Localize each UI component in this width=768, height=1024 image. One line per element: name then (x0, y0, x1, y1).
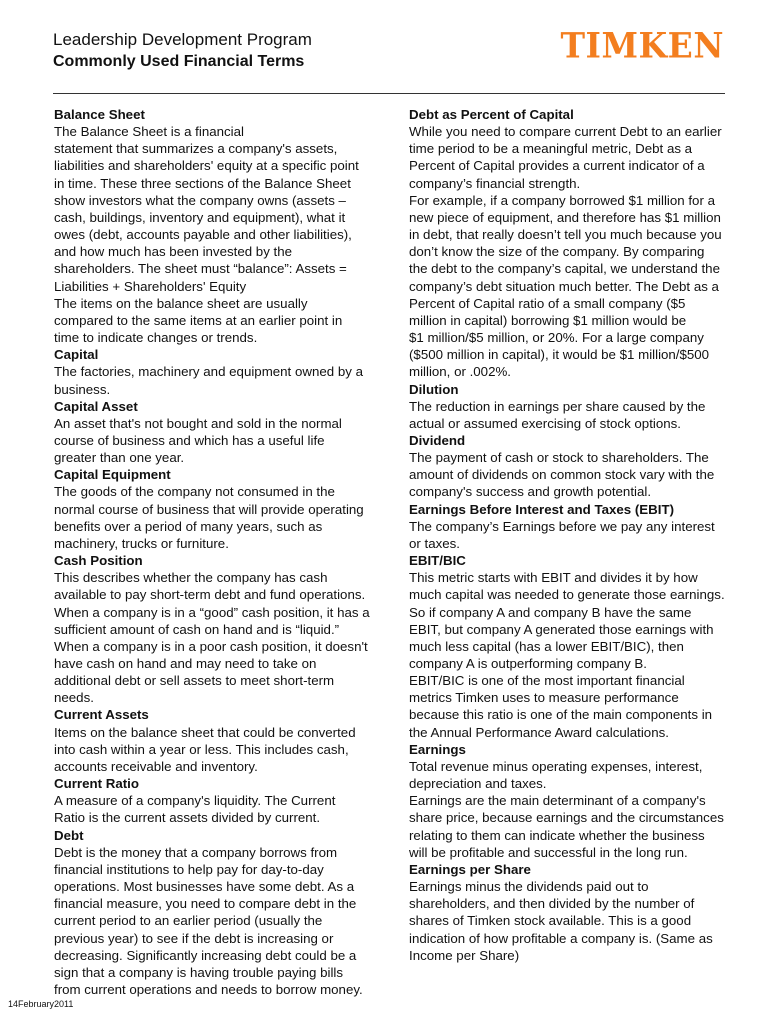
definition-line: operations. Most businesses have some debt. As a (54, 879, 355, 895)
definition-line: into cash within a year or less. This includes cash, (54, 741, 349, 757)
definition-line: current period to an earlier period (usually the (54, 913, 323, 929)
definition-line: company A is outperforming company B. (409, 656, 647, 671)
definition-line: will be profitable and successful in the long run. (409, 844, 688, 860)
definition-line: When a company is in a “good” cash position, it has a (54, 604, 370, 620)
definition-line: amount of dividends on common stock vary with the (409, 467, 715, 483)
term-earnings-per-share (409, 861, 739, 964)
definition-line: The factories, machinery and equipment owned by a (54, 364, 363, 380)
definition-line: or taxes. (409, 535, 460, 551)
term-heading: Capital Equipment (54, 467, 171, 483)
definition-line: normal course of business that will provide operating (54, 501, 364, 517)
definition-line: The payment of cash or stock to shareholders. The (409, 450, 709, 466)
definition-line: Liabilities + Shareholders' Equity (54, 278, 247, 294)
term-heading: Current Ratio (54, 776, 139, 792)
definition-line: The items on the balance sheet are usually (54, 295, 308, 311)
definition-line: greater than one year. (54, 450, 185, 466)
definition-line: decreasing. Significantly increasing debt could be a (54, 947, 357, 963)
definition-line: machinery, trucks or furniture. (54, 535, 229, 551)
definition-line: This describes whether the company has cash (54, 570, 328, 586)
term-definition (54, 724, 386, 775)
definition-line: much capital was needed to generate those earnings. (409, 587, 725, 603)
definition-line: needs. (54, 690, 94, 706)
right-column (409, 106, 739, 964)
term-definition (409, 192, 739, 381)
definition-line: shares of Timken stock available. This is a good (409, 913, 692, 929)
term-definition (409, 398, 739, 432)
term-definition (54, 123, 386, 295)
term-ebit-bic (409, 552, 739, 741)
term-definition (409, 792, 739, 861)
term-definition (54, 483, 386, 552)
definition-line: the debt to the company’s capital, we understand the (409, 261, 720, 277)
term-capital (54, 346, 386, 397)
definition-line: company’s debt situation much better. The Debt as a (409, 278, 719, 294)
definition-line: shareholders. The sheet must “balance”: Assets = (54, 261, 347, 277)
definition-line: compared to the same items at an earlier point in (54, 312, 343, 328)
definition-line: liabilities and shareholders' equity at a specific point (54, 158, 359, 174)
definition-line: additional debt or sell assets to meet short-term (54, 673, 335, 689)
definition-line: million, or .002%. (409, 364, 511, 380)
definition-line: When a company is in a poor cash position, it doesn't (54, 638, 368, 654)
definition-line: This metric starts with EBIT and divides it by how (409, 570, 698, 586)
definition-line: sufficient amount of cash on hand and is “liquid.” (54, 621, 340, 637)
definition-line: The Balance Sheet is a financial (54, 124, 244, 140)
term-definition (409, 449, 739, 500)
definition-line: Total revenue minus operating expenses, interest, (409, 758, 703, 774)
timken-logo: TIMKEN (560, 25, 724, 66)
term-definition (409, 123, 739, 192)
definition-line: and how much has been invested by the (54, 244, 293, 260)
definition-line: The reduction in earnings per share caused by the (409, 398, 706, 414)
definition-line: Ratio is the current assets divided by current. (54, 810, 321, 826)
term-capital-asset (54, 398, 386, 467)
definition-line: cash, buildings, inventory and equipment), what it (54, 209, 346, 225)
term-definition (409, 672, 739, 741)
term-cash-position (54, 552, 386, 706)
term-debt (54, 827, 386, 999)
definition-line: ($500 million in capital), it would be $1 million/$500 (409, 347, 710, 363)
definition-line: much less capital (has a lower EBIT/BIC), then (409, 638, 684, 654)
program-title: Leadership Development Program (53, 30, 312, 49)
term-earnings-before-interest-and-taxes-ebit (409, 501, 739, 552)
definition-line: indication of how profitable a company is. (Same as (409, 930, 713, 946)
definition-line: relating to them can indicate whether the business (409, 827, 705, 843)
definition-line: available to pay short-term debt and fund operations. (54, 587, 366, 603)
term-definition (409, 758, 739, 792)
left-column (54, 106, 386, 998)
term-heading: Cash Position (54, 553, 143, 569)
term-heading: Debt as Percent of Capital (409, 107, 574, 122)
definition-line: in debt, that really doesn’t tell you much because you (409, 227, 722, 243)
definition-line: depreciation and taxes. (409, 776, 547, 792)
definition-line: benefits over a period of many years, such as (54, 518, 323, 534)
definition-line: previous year) to see if the debt is increasing or (54, 930, 334, 946)
definition-line: owes (debt, accounts payable and other liabilities), (54, 227, 352, 243)
definition-line: don’t know the size of the company. By comparing (409, 244, 705, 260)
definition-line: Earnings minus the dividends paid out to (409, 879, 649, 895)
term-heading: Capital (54, 347, 99, 363)
definition-line: time period to be a meaningful metric, Debt as a (409, 141, 693, 157)
footer-date: 14February2011 (8, 999, 74, 1009)
definition-line: So if company A and company B have the same (409, 604, 692, 620)
definition-line: An asset that's not bought and sold in the normal (54, 415, 342, 431)
definition-line: EBIT/BIC is one of the most important financial (409, 673, 685, 689)
definition-line: financial measure, you need to compare debt in the (54, 896, 357, 912)
definition-line: million in capital) borrowing $1 million would be (409, 312, 687, 328)
definition-line: share price, because earnings and the circumstances (409, 810, 724, 826)
definition-line: financial institutions to help pay for day-to-day (54, 861, 324, 877)
definition-line: sign that a company is having trouble paying bills (54, 964, 344, 980)
definition-line: actual or assumed exercising of stock options. (409, 415, 681, 431)
term-definition (409, 518, 739, 552)
term-heading: Balance Sheet (54, 107, 145, 122)
term-dividend (409, 432, 739, 501)
definition-line: Income per Share) (409, 947, 520, 963)
term-heading: Dividend (409, 432, 466, 448)
header-divider (53, 93, 725, 94)
definition-line: in time. These three sections of the Balance Sheet (54, 175, 351, 191)
term-definition (409, 569, 739, 672)
term-capital-equipment (54, 466, 386, 552)
definition-line: company’s financial strength. (409, 175, 581, 191)
definition-line: the Annual Performance Award calculations. (409, 724, 669, 740)
definition-line: Items on the balance sheet that could be converted (54, 724, 356, 740)
term-definition (54, 844, 386, 998)
term-definition (54, 295, 386, 346)
definition-line: from current operations and needs to borrow money. (54, 981, 363, 997)
term-heading: Earnings per Share (409, 861, 531, 877)
definition-line: course of business and which has a useful life (54, 432, 325, 448)
definition-line: new piece of equipment, and therefore has $1 million (409, 209, 721, 225)
definition-line: Percent of Capital ratio of a small company ($5 (409, 295, 686, 311)
term-heading: Earnings (409, 741, 466, 757)
definition-line: accounts receivable and inventory. (54, 758, 258, 774)
term-heading: Capital Asset (54, 398, 138, 414)
term-definition (54, 415, 386, 466)
term-heading: EBIT/BIC (409, 553, 466, 569)
definition-line: because this ratio is one of the main components in (409, 707, 713, 723)
term-current-ratio (54, 775, 386, 826)
term-debt-as-percent-of-capital (409, 106, 739, 381)
definition-line: While you need to compare current Debt to an earlier (409, 124, 722, 140)
term-balance-sheet (54, 106, 386, 346)
definition-line: time to indicate changes or trends. (54, 330, 258, 346)
definition-line: A measure of a company's liquidity. The Current (54, 793, 336, 809)
definition-line: The goods of the company not consumed in the (54, 484, 335, 500)
term-heading: Debt (54, 827, 84, 843)
term-definition (54, 363, 386, 397)
definition-line: metrics Timken uses to measure performance (409, 690, 679, 706)
definition-line: For example, if a company borrowed $1 million for a (409, 192, 715, 208)
definition-line: have cash on hand and may need to take on (54, 656, 317, 671)
term-heading: Dilution (409, 381, 459, 397)
term-dilution (409, 381, 739, 432)
definition-line: EBIT, but company A generated those earnings with (409, 621, 714, 637)
definition-line: Earnings are the main determinant of a company's (409, 793, 706, 809)
definition-line: shareholders, and then divided by the number of (409, 896, 695, 912)
term-definition (54, 569, 386, 706)
definition-line: business. (54, 381, 111, 397)
term-current-assets (54, 706, 386, 775)
term-heading: Current Assets (54, 707, 149, 723)
definition-line: Debt is the money that a company borrows from (54, 844, 338, 860)
definition-line: $1 million/$5 million, or 20%. For a large company (409, 330, 704, 346)
term-earnings (409, 741, 739, 861)
definition-line: statement that summarizes a company's assets, (54, 141, 338, 157)
definition-line: Percent of Capital provides a current indicator of a (409, 158, 705, 174)
definition-line: show investors what the company owns (assets – (54, 192, 346, 208)
definition-line: The company’s Earnings before we pay any interest (409, 518, 715, 534)
term-heading: Earnings Before Interest and Taxes (EBIT) (409, 501, 675, 517)
term-definition (409, 878, 739, 964)
definition-line: company's success and growth potential. (409, 484, 652, 500)
term-definition (54, 792, 386, 826)
page-title: Commonly Used Financial Terms (53, 53, 305, 70)
